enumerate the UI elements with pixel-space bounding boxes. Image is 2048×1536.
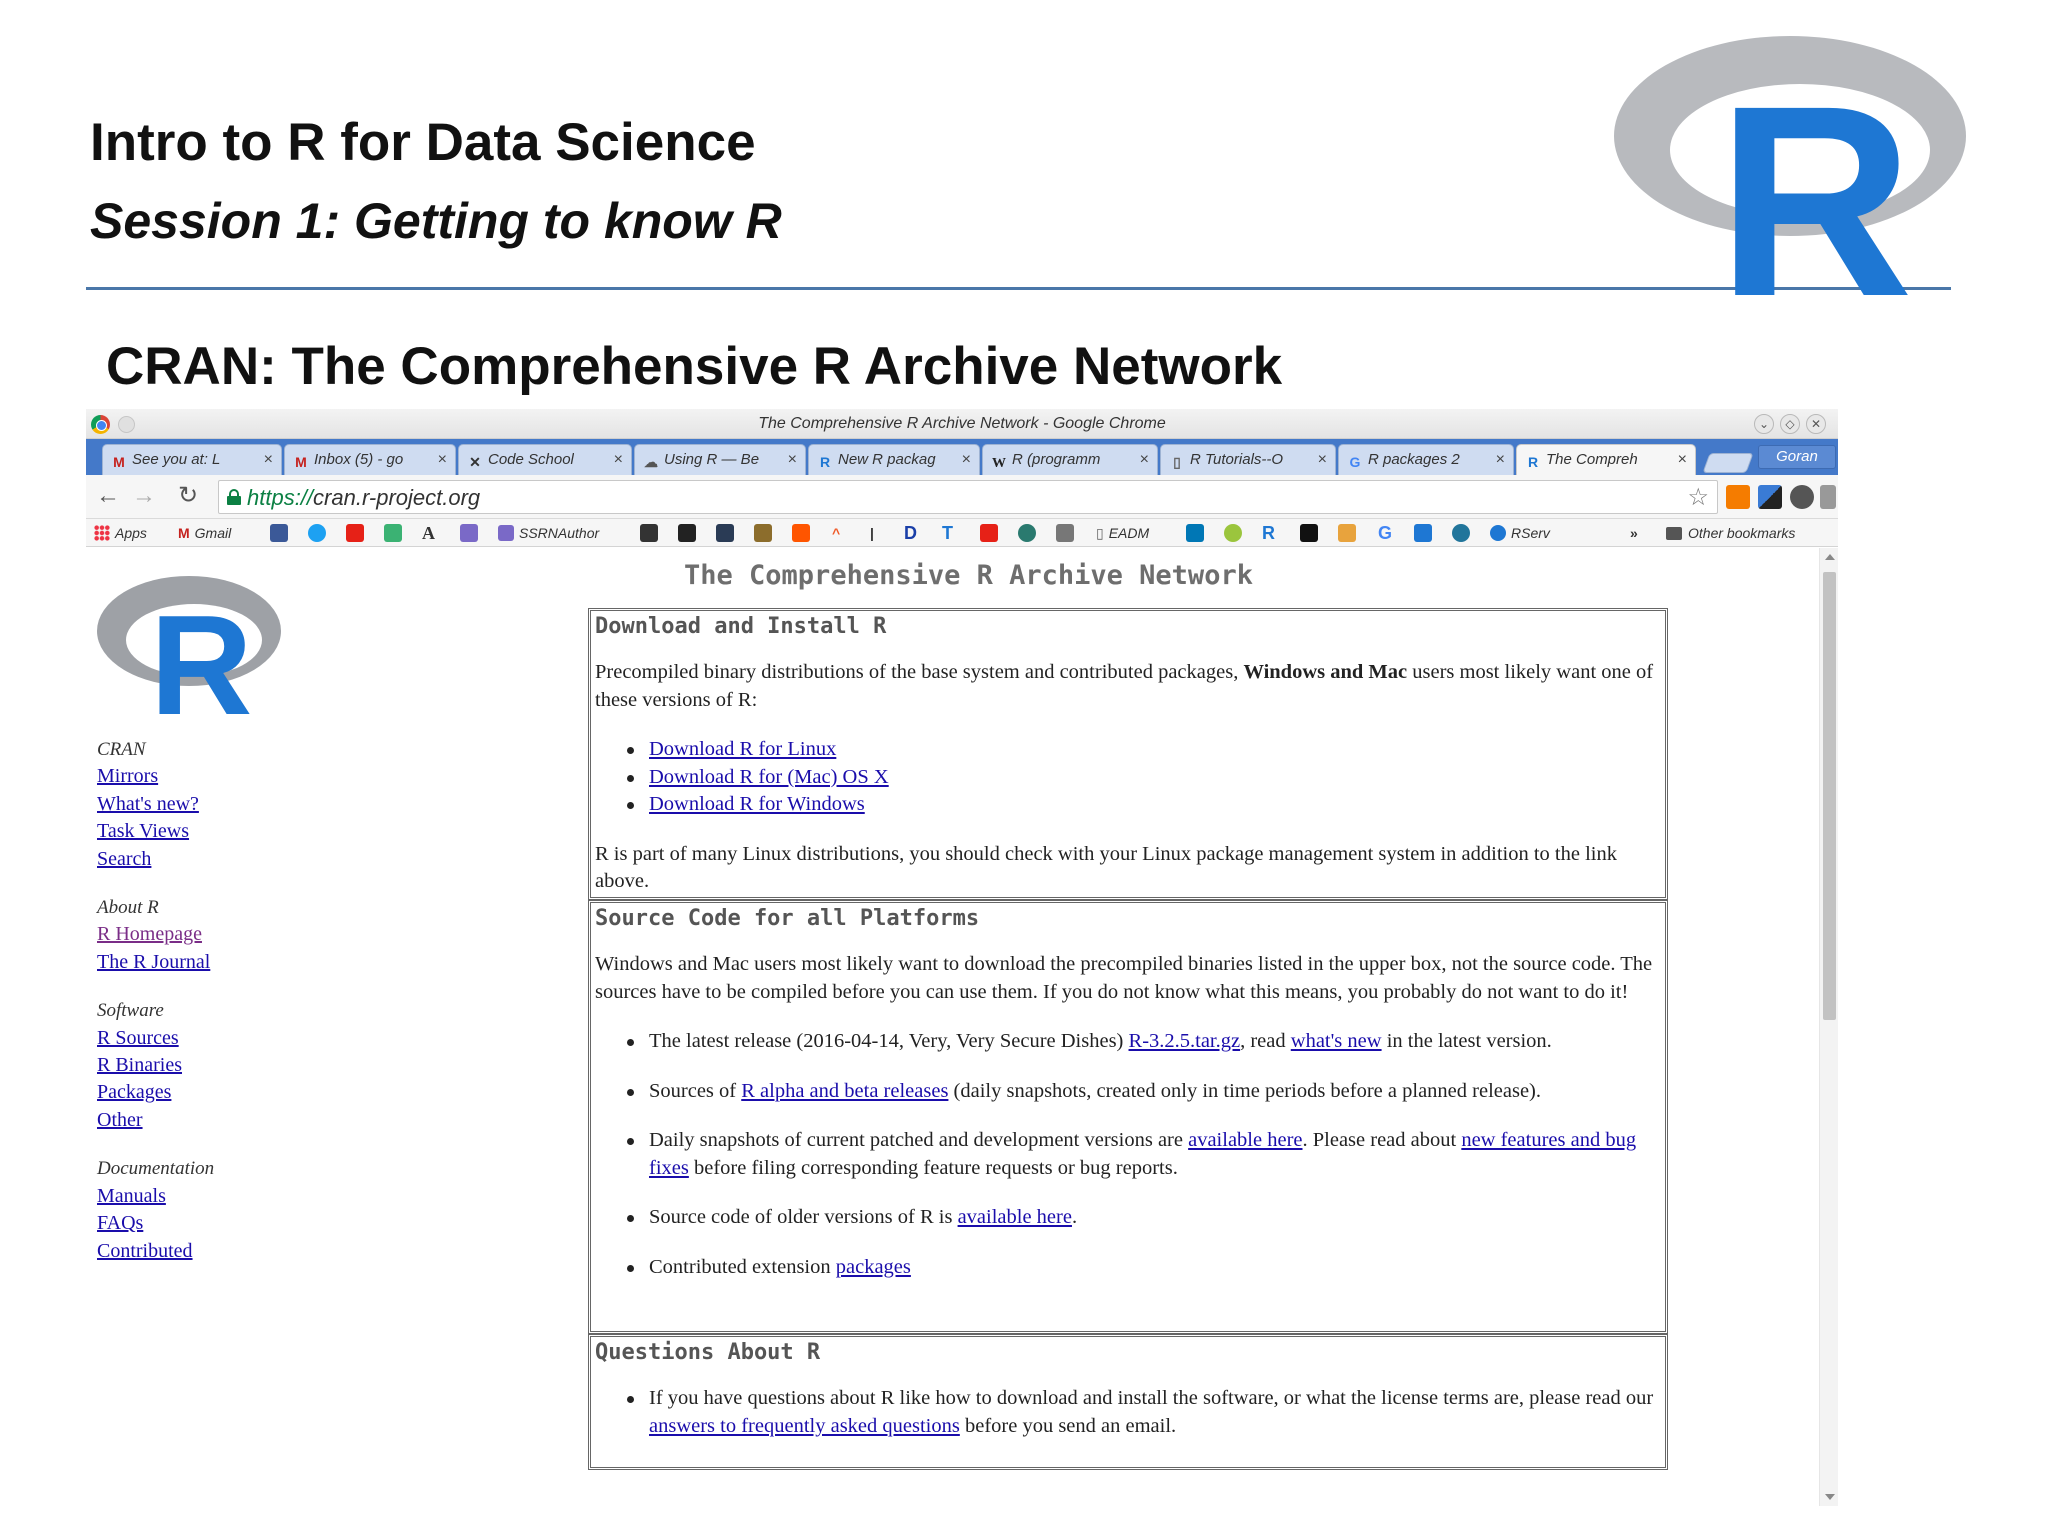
bookmark-rserv[interactable]: RServ xyxy=(1490,523,1550,543)
download-box-body xyxy=(595,659,1655,896)
sidebar-link-r-sources[interactable]: R Sources xyxy=(97,1026,179,1049)
tab-see-you-at[interactable]: M See you at: L × xyxy=(102,444,282,475)
sidebar-heading-cran: CRAN xyxy=(97,739,146,760)
sidebar-link-mirrors[interactable]: Mirrors xyxy=(97,765,159,788)
minimize-button[interactable]: ⌄ xyxy=(1754,414,1774,434)
tab-close-icon[interactable]: × xyxy=(961,451,971,468)
download-mac-link[interactable]: Download R for (Mac) OS X xyxy=(649,765,889,788)
tab-close-icon[interactable]: × xyxy=(1495,451,1505,468)
download-box xyxy=(588,608,1668,900)
download-windows-link[interactable]: Download R for Windows xyxy=(649,793,865,815)
sidebar xyxy=(97,736,377,1286)
alpha-beta-link[interactable]: R alpha and beta releases xyxy=(741,1079,949,1102)
wordpress-icon[interactable] xyxy=(1452,524,1470,542)
extension-icon[interactable] xyxy=(1820,485,1836,509)
source-list xyxy=(595,1028,1655,1281)
questions-list xyxy=(595,1385,1655,1440)
gmail-icon: M xyxy=(295,454,307,470)
youtube-icon[interactable] xyxy=(980,524,998,542)
sidebar-link-manuals[interactable]: Manuals xyxy=(97,1184,166,1207)
tab-close-icon[interactable]: × xyxy=(1677,451,1687,468)
tab-cran-active[interactable]: R The Compreh × xyxy=(1516,444,1696,475)
facebook-icon[interactable] xyxy=(270,524,288,542)
r-icon: R xyxy=(1527,454,1539,470)
sidebar-link-task-views[interactable]: Task Views xyxy=(97,820,190,843)
bookmark-icon[interactable] xyxy=(1414,524,1432,542)
url-text: https://cran.r-project.org xyxy=(247,485,481,510)
ssrn-icon xyxy=(498,525,514,541)
bookmark-ssrn[interactable]: SSRNAuthor xyxy=(498,523,599,543)
back-arrow-icon[interactable]: ← xyxy=(96,482,120,509)
extension-icon[interactable] xyxy=(1790,485,1814,509)
bookmark-star-icon[interactable]: ☆ xyxy=(1687,484,1709,511)
list-item xyxy=(595,791,1655,819)
tab-close-icon[interactable]: × xyxy=(613,451,623,468)
sidebar-link-r-journal[interactable]: The R Journal xyxy=(97,950,211,973)
source-box-body xyxy=(595,951,1655,1281)
r-icon[interactable]: R xyxy=(1262,523,1275,543)
bookmark-icon[interactable] xyxy=(678,524,696,542)
sidebar-link-contributed[interactable]: Contributed xyxy=(97,1239,193,1262)
bookmarks-overflow-button[interactable]: » xyxy=(1630,525,1638,541)
download-intro: Precompiled binary distributions of the base system and contributed packages, Windows and Mac users most likely want one of these versions of R: xyxy=(595,661,1654,711)
list-item: The latest release (2016-04-14, Very, Very Secure Dishes) R-3.2.5.tar.gz, read what's new in the latest version. xyxy=(595,1028,1655,1056)
scroll-down-arrow-icon[interactable] xyxy=(1825,1494,1835,1500)
cran-r-logo-letter: R xyxy=(150,586,253,714)
title-bar xyxy=(86,409,1838,439)
vertical-scrollbar[interactable] xyxy=(1819,548,1838,1506)
bookmark-icon[interactable]: | xyxy=(870,525,874,541)
list-item: Sources of R alpha and beta releases (daily snapshots, created only in time periods before a planned release). xyxy=(595,1078,1655,1106)
bookmarks-bar xyxy=(86,519,1838,547)
reload-icon[interactable]: ↻ xyxy=(177,482,199,509)
tab-code-school[interactable]: ✕ Code School × xyxy=(458,444,632,475)
tab-r-packages[interactable]: G R packages 2 × xyxy=(1338,444,1514,475)
questions-box xyxy=(588,1334,1668,1470)
bookmark-icon[interactable] xyxy=(460,524,478,542)
bookmark-icon[interactable]: D xyxy=(904,523,917,543)
soundcloud-icon[interactable] xyxy=(792,524,810,542)
bookmark-icon[interactable] xyxy=(1056,524,1074,542)
cloud-icon: ☁ xyxy=(644,454,658,470)
snapshots-link[interactable]: available here xyxy=(1188,1129,1303,1151)
sidebar-link-r-binaries[interactable]: R Binaries xyxy=(97,1054,182,1077)
older-versions-link[interactable]: available here xyxy=(957,1206,1072,1228)
contributed-packages-link[interactable]: packages xyxy=(835,1255,911,1278)
profile-button[interactable]: Goran xyxy=(1758,445,1836,469)
source-tarball-link[interactable]: R-3.2.5.tar.gz xyxy=(1128,1030,1241,1052)
twitter-icon[interactable] xyxy=(308,524,326,542)
folder-icon xyxy=(1666,527,1682,540)
researchgate-icon[interactable] xyxy=(384,524,402,542)
bookmark-icon[interactable] xyxy=(716,524,734,542)
sidebar-link-search[interactable]: Search xyxy=(97,847,152,870)
sidebar-link-other[interactable]: Other xyxy=(97,1108,143,1131)
tab-close-icon[interactable]: × xyxy=(787,451,797,468)
list-item: If you have questions about R like how to download and install the software, or what the license terms are, please read our answers to frequently asked questions before you send an email. xyxy=(595,1385,1655,1440)
sidebar-heading-software: Software xyxy=(97,1000,164,1022)
sidebar-heading-documentation: Documentation xyxy=(97,1158,215,1180)
download-note: R is part of many Linux distributions, you should check with your Linux package management system in addition to the link above. xyxy=(595,842,1617,892)
tab-close-icon[interactable]: × xyxy=(1317,451,1327,468)
bookmark-icon[interactable] xyxy=(640,524,658,542)
bookmark-icon[interactable]: ^ xyxy=(832,525,841,541)
bookmark-icon[interactable] xyxy=(754,524,772,542)
bookmark-gmail[interactable]: M Gmail xyxy=(178,525,232,541)
bookmark-icon[interactable] xyxy=(1338,524,1356,542)
source-box-title: Source Code for all Platforms xyxy=(595,906,980,931)
new-features-link[interactable]: new features and bug fixes xyxy=(649,1129,1637,1179)
cran-r-logo xyxy=(96,568,282,714)
page-icon: ▯ xyxy=(1096,525,1104,541)
sidebar-link-r-homepage[interactable]: R Homepage xyxy=(97,923,202,946)
faq-link[interactable]: answers to frequently asked questions xyxy=(649,1414,960,1437)
list-item xyxy=(595,764,1655,792)
bookmark-other[interactable]: Other bookmarks xyxy=(1666,523,1795,543)
page-icon: ▯ xyxy=(1173,454,1181,470)
tab-close-icon[interactable]: × xyxy=(437,451,447,468)
sidebar-link-faqs[interactable]: FAQs xyxy=(97,1212,144,1235)
list-item: Daily snapshots of current patched and development versions are available here. Please read about new features and bug fixes before filing corresponding feature requests or bug reports. xyxy=(595,1127,1655,1182)
tab-close-icon[interactable]: × xyxy=(1139,451,1149,468)
download-box-title: Download and Install R xyxy=(595,614,887,639)
new-tab-button[interactable] xyxy=(1702,453,1753,473)
whats-new-link[interactable]: what's new xyxy=(1290,1030,1382,1052)
close-window-button[interactable]: ✕ xyxy=(1806,414,1826,434)
download-linux-link[interactable]: Download R for Linux xyxy=(649,738,837,760)
tab-r-programming[interactable]: W R (programm × xyxy=(982,444,1158,475)
r-icon xyxy=(1490,525,1506,541)
questions-box-title: Questions About R xyxy=(595,1340,821,1365)
bookmark-icon[interactable] xyxy=(1224,524,1242,542)
source-intro: Windows and Mac users most likely want to download the precompiled binaries listed in the upper box, not the source code. The sources have to be compiled before you can use them. If you do not know what this means, you probably do not want to do it! xyxy=(595,953,1653,1003)
forward-arrow-icon[interactable]: → xyxy=(132,482,156,509)
sidebar-link-whats-new[interactable]: What's new? xyxy=(97,792,199,815)
bookmark-apps[interactable]: Apps xyxy=(94,523,147,543)
academia-icon[interactable]: A xyxy=(422,523,435,543)
scrollbar-thumb[interactable] xyxy=(1823,572,1836,1020)
address-bar[interactable] xyxy=(218,480,1718,514)
bookmark-icon[interactable]: T xyxy=(942,523,953,543)
tab-inbox[interactable]: M Inbox (5) - go × xyxy=(284,444,456,475)
google-icon: G xyxy=(1349,454,1361,470)
extension-icon[interactable] xyxy=(1758,485,1782,509)
scroll-up-arrow-icon[interactable] xyxy=(1825,554,1835,560)
tab-close-icon[interactable]: × xyxy=(263,451,273,468)
r-logo xyxy=(1612,18,1968,295)
bookmark-icon[interactable] xyxy=(1300,524,1318,542)
bookmark-icon[interactable] xyxy=(1018,524,1036,542)
sidebar-heading-about: About R xyxy=(97,897,159,919)
navigation-toolbar xyxy=(86,475,1838,519)
tools-icon: ✕ xyxy=(469,454,481,470)
apps-icon xyxy=(94,525,110,541)
tab-r-tutorials[interactable]: ▯ R Tutorials--O × xyxy=(1160,444,1336,475)
wikipedia-icon: W xyxy=(992,456,1006,471)
tab-new-r-packages[interactable]: R New R packag × xyxy=(808,444,980,475)
download-links-list xyxy=(595,736,1655,819)
google-icon[interactable]: G xyxy=(1378,523,1393,543)
browser-window xyxy=(86,409,1838,1506)
r-icon: R xyxy=(819,454,831,470)
youtube-icon[interactable] xyxy=(346,524,364,542)
questions-box-body xyxy=(595,1385,1655,1440)
maximize-button[interactable]: ◇ xyxy=(1780,414,1800,434)
window-title: The Comprehensive R Archive Network - Google Chrome xyxy=(758,415,1166,432)
page-viewport xyxy=(86,548,1838,1506)
sidebar-link-packages[interactable]: Packages xyxy=(97,1081,172,1104)
list-item xyxy=(595,736,1655,764)
linkedin-icon[interactable] xyxy=(1186,524,1204,542)
bookmark-eadm[interactable]: ▯ EADM xyxy=(1096,525,1150,541)
analytics-extension-icon[interactable] xyxy=(1726,485,1750,509)
slide-heading: CRAN: The Comprehensive R Archive Network xyxy=(106,337,1283,396)
r-logo-letter: R xyxy=(1717,49,1914,295)
gmail-icon: M xyxy=(178,525,190,541)
list-item: Source code of older versions of R is available here. xyxy=(595,1204,1655,1232)
tab-using-r[interactable]: ☁ Using R — Be × xyxy=(634,444,806,475)
lock-icon xyxy=(227,489,241,505)
slide-title: Intro to R for Data Science xyxy=(90,113,756,172)
slide-subtitle: Session 1: Getting to know R xyxy=(90,193,782,249)
tab-strip xyxy=(86,439,1838,475)
page-heading: The Comprehensive R Archive Network xyxy=(684,560,1253,591)
source-box xyxy=(588,900,1668,1334)
list-item: Contributed extension packages xyxy=(595,1254,1655,1282)
gmail-icon: M xyxy=(113,454,125,470)
